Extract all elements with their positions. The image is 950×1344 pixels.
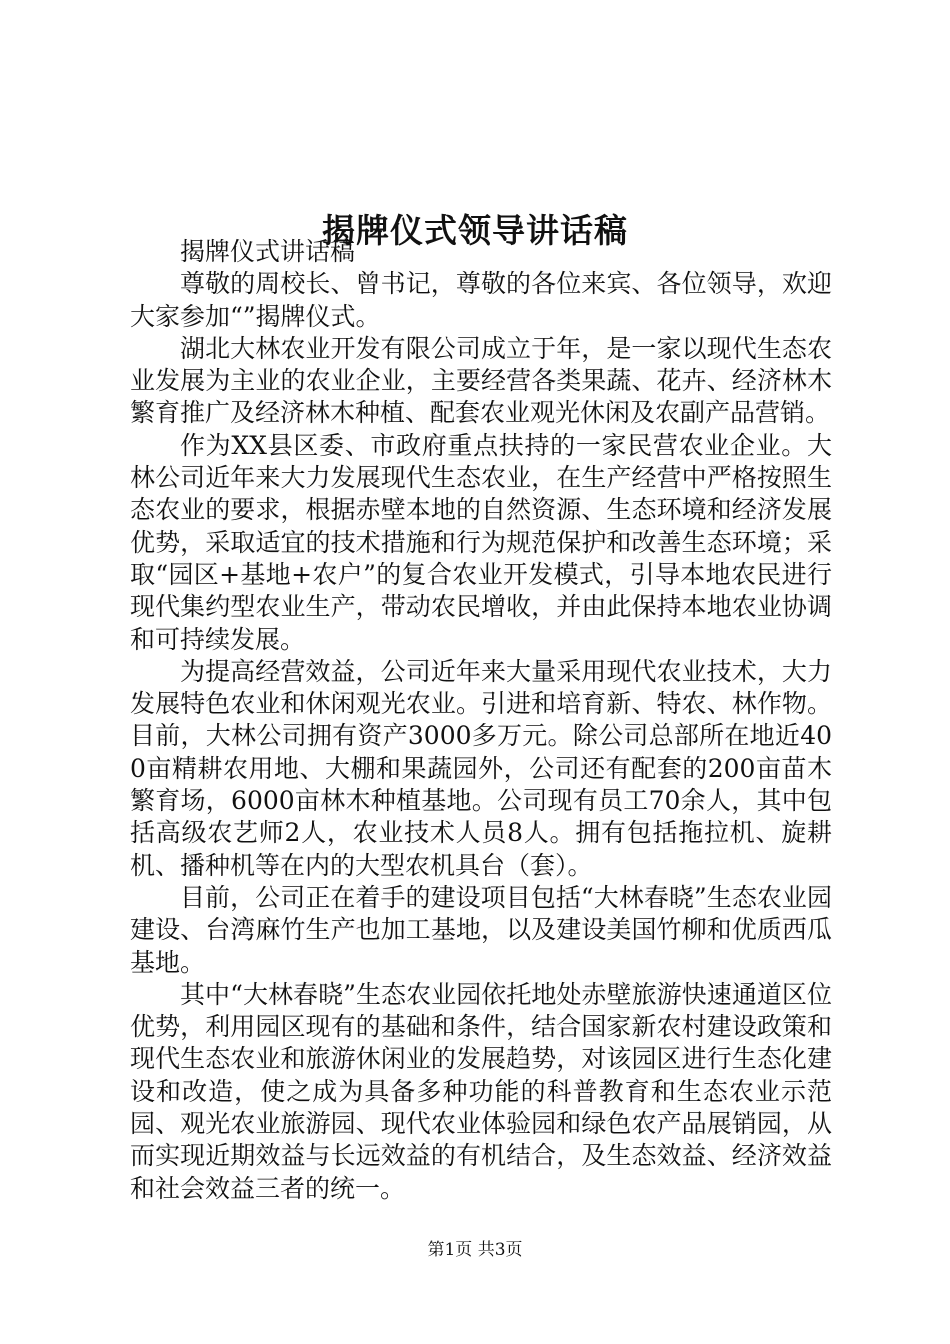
paragraph-company-intro: 湖北大林农业开发有限公司成立于年，是一家以现代生态农业发展为主业的农业企业，主要经营各类果蔬、花卉、经济林木繁育推广及经济林木种植、配套农业观光休闲及农副产品营销。	[130, 333, 832, 428]
paragraph-eco-park: 其中“大林春晓”生态农业园依托地处赤壁旅游快速通道区位优势，利用园区现有的基础和条件，结合国家新农村建设政策和现代生态农业和旅游休闲业的发展趋势，对该园区进行生态化建设和改造，使之成为具备多种功能的科普教育和生态农业示范园、观光农业旅游园、现代农业体验园和绿色农产品展销园，从而实现近期效益与长远效益的有机结合，及生态效益、经济效益和社会效益三者的统一。	[130, 979, 832, 1203]
paragraph-current-projects: 目前，公司正在着手的建设项目包括“大林春晓”生态农业园建设、台湾麻竹生产也加工基地，以及建设美国竹柳和优质西瓜基地。	[130, 882, 832, 977]
paragraph-company-development: 作为XX县区委、市政府重点扶持的一家民营农业企业。大林公司近年来大力发展现代生态农业，在生产经营中严格按照生态农业的要求，根据赤壁本地的自然资源、生态环境和经济发展优势，采取适宜的技术措施和行为规范保护和改善生态环境；采取“园区+基地+农户”的复合农业开发模式，引导本地农民进行现代集约型农业生产，带动农民增收，并由此保持本地农业协调和可持续发展。	[130, 430, 832, 654]
paragraph-assets: 为提高经营效益，公司近年来大量采用现代农业技术，大力发展特色农业和休闲观光农业。引进和培育新、特农、林作物。目前，大林公司拥有资产3000多万元。除公司总部所在地近400亩精耕农用地、大棚和果蔬园外，公司还有配套的200亩苗木繁育场，6000亩林木种植基地。公司现有员工70余人，其中包括高级农艺师2人，农业技术人员8人。拥有包括拖拉机、旋耕机、播种机等在内的大型农机具台（套）。	[130, 656, 832, 880]
document-title: 揭牌仪式领导讲话稿	[322, 211, 628, 251]
document-body	[130, 236, 832, 1205]
page-number-footer: 第1页 共3页	[427, 1240, 523, 1260]
paragraph-subtitle: 揭牌仪式讲话稿	[180, 237, 356, 266]
paragraph-greeting: 尊敬的周校长、曾书记，尊敬的各位来宾、各位领导，欢迎大家参加“”揭牌仪式。	[130, 269, 832, 331]
